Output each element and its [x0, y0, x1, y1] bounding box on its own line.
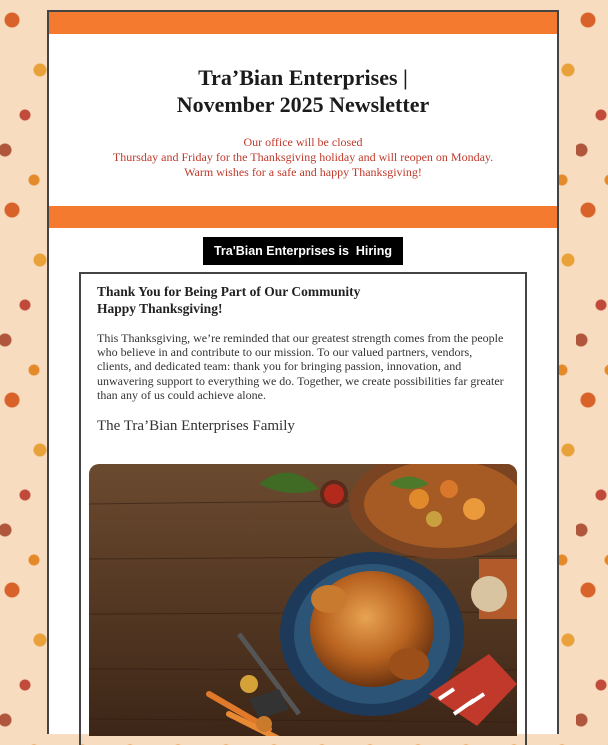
- card-signature: The Tra’Bian Enterprises Family: [97, 418, 295, 435]
- card-heading-line-1: Thank You for Being Part of Our Community: [97, 284, 361, 299]
- card-heading: [97, 283, 509, 317]
- hiring-cta-wrap: [49, 228, 557, 272]
- card-heading-line-2: Happy Thanksgiving!: [97, 301, 223, 316]
- page-title: [69, 64, 537, 118]
- newsletter-header: [49, 34, 557, 206]
- thank-you-card: [79, 272, 527, 745]
- middle-accent-bar: [49, 206, 557, 228]
- thanksgiving-turkey-image: [89, 464, 517, 736]
- notice-line-3: Warm wishes for a safe and happy Thanksgiving!: [184, 165, 422, 179]
- notice-line-1: Our office will be closed: [243, 135, 363, 149]
- office-closure-notice: [69, 135, 537, 180]
- newsletter-container: [47, 10, 559, 734]
- title-line-2: November 2025 Newsletter: [176, 92, 430, 117]
- top-accent-bar: [49, 12, 557, 34]
- notice-line-2: Thursday and Friday for the Thanksgiving holiday and will reopen on Monday.: [112, 150, 494, 164]
- card-body-text: This Thanksgiving, we’re reminded that our greatest strength comes from the people who believe in and contribute to our mission. To our valued partners, vendors, clients, and dedicated team: thank you for bringing passion, innovation, and unwavering support to everything we do. Together, we create possibilities far greater than any of us could achieve alone.: [97, 331, 504, 402]
- hiring-button[interactable]: Tra'Bian Enterprises is Hiring: [203, 237, 403, 265]
- title-line-1: Tra’Bian Enterprises |: [198, 65, 408, 90]
- turkey-illustration: [89, 464, 517, 736]
